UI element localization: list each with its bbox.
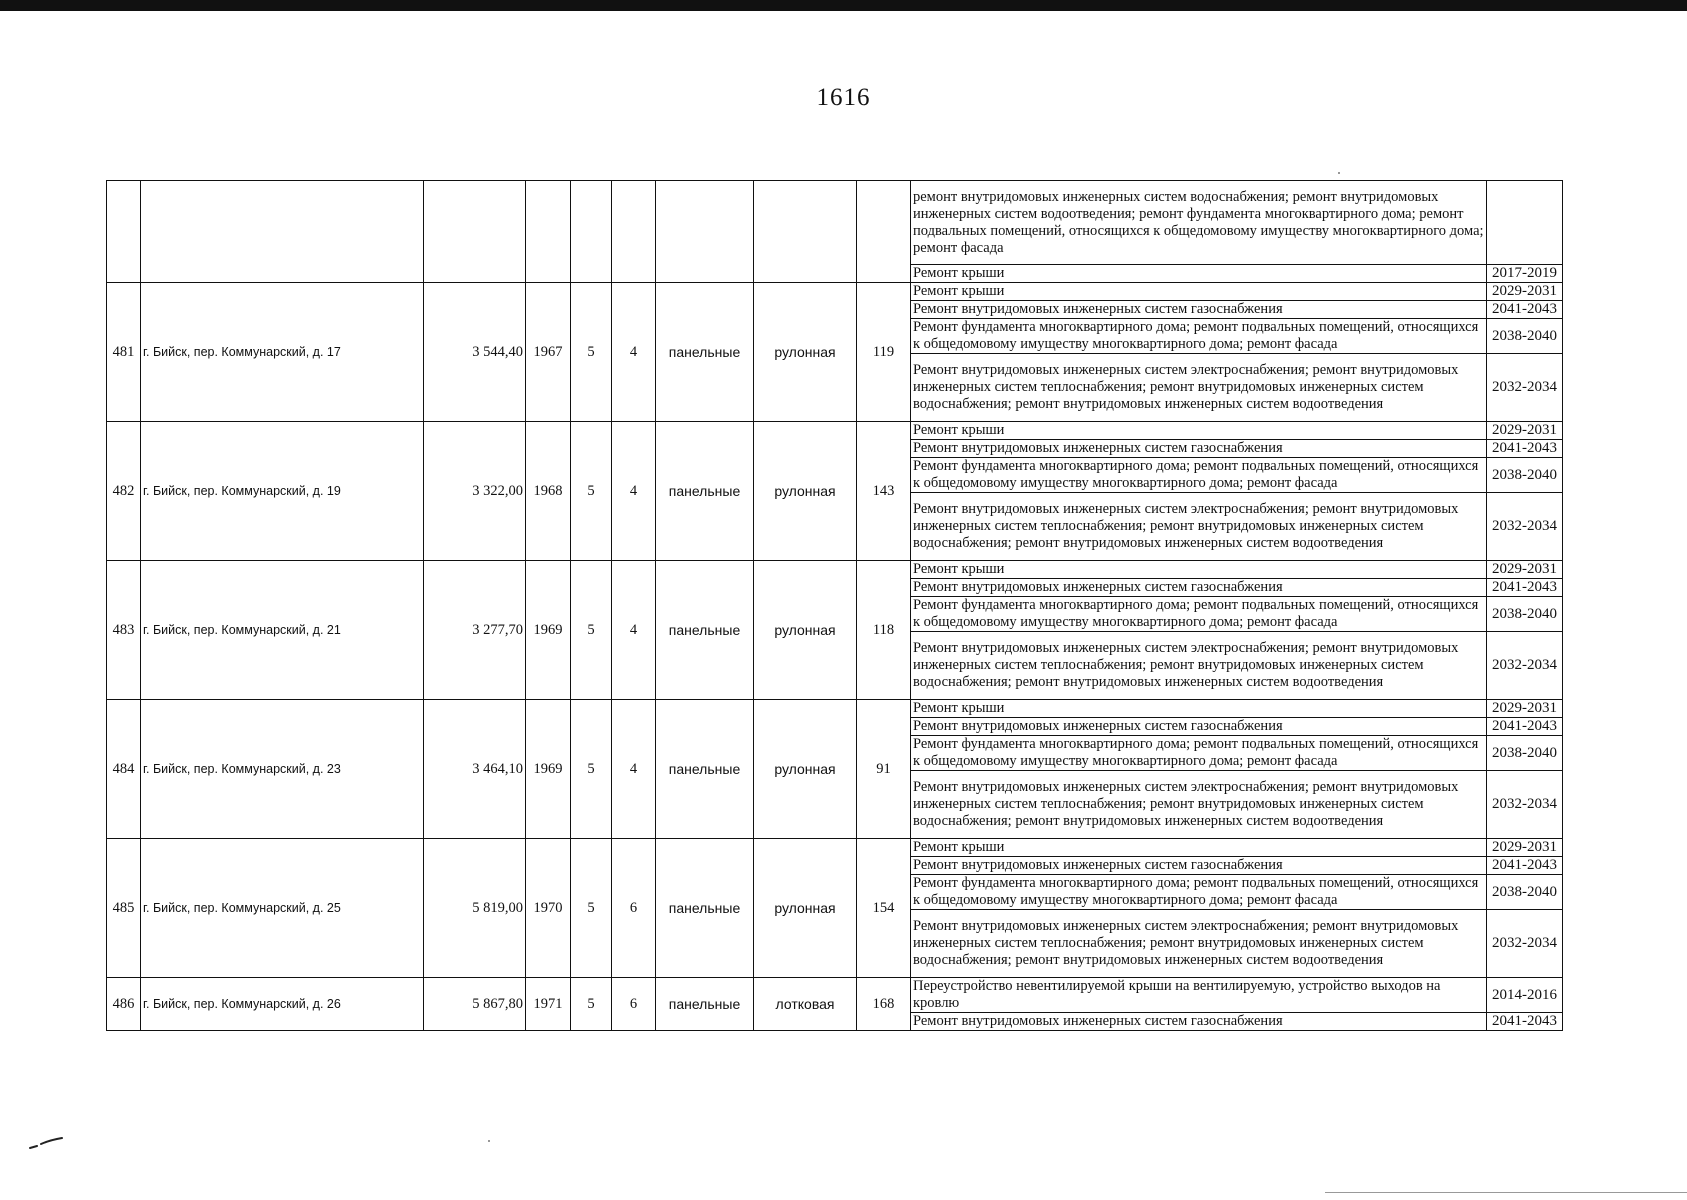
build-year: 1971 <box>526 978 571 1031</box>
work-period: 2041-2043 <box>1487 440 1563 458</box>
work-description: Ремонт внутридомовых инженерных систем электроснабжения; ремонт внутридомовых инженерных систем теплоснабжения; ремонт внутридомовых инженерных систем водоснабжения; ремонт внутридомовых инженерных систем водоотведения <box>911 354 1487 422</box>
blank-cell <box>571 181 612 283</box>
entrance-count: 6 <box>612 839 656 978</box>
blank-cell <box>857 181 911 283</box>
work-period: 2041-2043 <box>1487 579 1563 597</box>
table-row <box>107 283 1563 301</box>
row-number: 484 <box>107 700 141 839</box>
house-address: г. Бийск, пер. Коммунарский, д. 26 <box>141 978 424 1031</box>
roof-type: рулонная <box>754 422 857 561</box>
table-row <box>107 700 1563 718</box>
apartment-count: 119 <box>857 283 911 422</box>
work-period: 2029-2031 <box>1487 283 1563 301</box>
house-area: 3 322,00 <box>424 422 526 561</box>
blank-cell <box>424 181 526 283</box>
roof-type: рулонная <box>754 700 857 839</box>
house-address: г. Бийск, пер. Коммунарский, д. 19 <box>141 422 424 561</box>
roof-type: рулонная <box>754 561 857 700</box>
build-year: 1969 <box>526 561 571 700</box>
entrance-count: 6 <box>612 978 656 1031</box>
pen-mark <box>28 1136 68 1152</box>
work-description: ремонт внутридомовых инженерных систем водоснабжения; ремонт внутридомовых инженерных систем водоотведения; ремонт фундамента многоквартирного дома; ремонт подвальных помещений, относящихся к общедомовому имуществу многоквартирного дома; ремонт фасада <box>911 181 1487 265</box>
work-description: Ремонт крыши <box>911 561 1487 579</box>
house-address: г. Бийск, пер. Коммунарский, д. 25 <box>141 839 424 978</box>
row-number: 481 <box>107 283 141 422</box>
row-number: 485 <box>107 839 141 978</box>
work-description: Ремонт фундамента многоквартирного дома; ремонт подвальных помещений, относящихся к общедомовому имуществу многоквартирного дома; ремонт фасада <box>911 319 1487 354</box>
work-description: Ремонт внутридомовых инженерных систем газоснабжения <box>911 1013 1487 1031</box>
blank-cell <box>612 181 656 283</box>
repair-program-table <box>106 180 1563 1031</box>
entrance-count: 4 <box>612 422 656 561</box>
apartment-count: 118 <box>857 561 911 700</box>
work-period: 2032-2034 <box>1487 910 1563 978</box>
house-address: г. Бийск, пер. Коммунарский, д. 23 <box>141 700 424 839</box>
floor-count: 5 <box>571 700 612 839</box>
table-row <box>107 978 1563 1013</box>
apartment-count: 91 <box>857 700 911 839</box>
blank-cell <box>107 181 141 283</box>
roof-type: рулонная <box>754 283 857 422</box>
blank-cell <box>656 181 754 283</box>
apartment-count: 143 <box>857 422 911 561</box>
work-description: Ремонт внутридомовых инженерных систем электроснабжения; ремонт внутридомовых инженерных систем теплоснабжения; ремонт внутридомовых инженерных систем водоснабжения; ремонт внутридомовых инженерных систем водоотведения <box>911 771 1487 839</box>
work-period: 2032-2034 <box>1487 771 1563 839</box>
row-number: 482 <box>107 422 141 561</box>
house-area: 5 819,00 <box>424 839 526 978</box>
house-area: 3 464,10 <box>424 700 526 839</box>
work-description: Ремонт крыши <box>911 422 1487 440</box>
work-description: Ремонт фундамента многоквартирного дома; ремонт подвальных помещений, относящихся к общедомовому имуществу многоквартирного дома; ремонт фасада <box>911 736 1487 771</box>
work-period: 2029-2031 <box>1487 561 1563 579</box>
work-description: Ремонт внутридомовых инженерных систем газоснабжения <box>911 579 1487 597</box>
work-description: Ремонт крыши <box>911 265 1487 283</box>
entrance-count: 4 <box>612 561 656 700</box>
house-area: 3 277,70 <box>424 561 526 700</box>
entrance-count: 4 <box>612 283 656 422</box>
work-period: 2032-2034 <box>1487 493 1563 561</box>
continuation-row <box>107 181 1563 265</box>
wall-material: панельные <box>656 978 754 1031</box>
work-description: Ремонт внутридомовых инженерных систем газоснабжения <box>911 440 1487 458</box>
work-period: 2029-2031 <box>1487 422 1563 440</box>
work-period: 2041-2043 <box>1487 1013 1563 1031</box>
wall-material: панельные <box>656 700 754 839</box>
row-number: 486 <box>107 978 141 1031</box>
build-year: 1967 <box>526 283 571 422</box>
build-year: 1970 <box>526 839 571 978</box>
floor-count: 5 <box>571 283 612 422</box>
scan-speck <box>1338 172 1340 174</box>
work-period: 2038-2040 <box>1487 319 1563 354</box>
scan-edge-line <box>1325 1192 1687 1193</box>
work-period: 2014-2016 <box>1487 978 1563 1013</box>
work-period: 2029-2031 <box>1487 700 1563 718</box>
floor-count: 5 <box>571 839 612 978</box>
work-period: 2041-2043 <box>1487 857 1563 875</box>
blank-cell <box>754 181 857 283</box>
floor-count: 5 <box>571 978 612 1031</box>
roof-type: лотковая <box>754 978 857 1031</box>
work-period <box>1487 181 1563 265</box>
work-description: Ремонт внутридомовых инженерных систем газоснабжения <box>911 718 1487 736</box>
row-number: 483 <box>107 561 141 700</box>
table-row <box>107 839 1563 857</box>
build-year: 1968 <box>526 422 571 561</box>
work-period: 2038-2040 <box>1487 458 1563 493</box>
work-period: 2038-2040 <box>1487 597 1563 632</box>
work-description: Ремонт фундамента многоквартирного дома; ремонт подвальных помещений, относящихся к общедомовому имуществу многоквартирного дома; ремонт фасада <box>911 458 1487 493</box>
blank-cell <box>526 181 571 283</box>
house-address: г. Бийск, пер. Коммунарский, д. 21 <box>141 561 424 700</box>
wall-material: панельные <box>656 422 754 561</box>
build-year: 1969 <box>526 700 571 839</box>
table-row <box>107 561 1563 579</box>
work-description: Ремонт внутридомовых инженерных систем электроснабжения; ремонт внутридомовых инженерных систем теплоснабжения; ремонт внутридомовых инженерных систем водоснабжения; ремонт внутридомовых инженерных систем водоотведения <box>911 910 1487 978</box>
table-row <box>107 422 1563 440</box>
work-description: Ремонт внутридомовых инженерных систем газоснабжения <box>911 857 1487 875</box>
entrance-count: 4 <box>612 700 656 839</box>
work-description: Переустройство невентилируемой крыши на вентилируемую, устройство выходов на кровлю <box>911 978 1487 1013</box>
page-number: 1616 <box>816 84 871 111</box>
house-address: г. Бийск, пер. Коммунарский, д. 17 <box>141 283 424 422</box>
work-description: Ремонт крыши <box>911 700 1487 718</box>
work-period: 2017-2019 <box>1487 265 1563 283</box>
work-description: Ремонт внутридомовых инженерных систем электроснабжения; ремонт внутридомовых инженерных систем теплоснабжения; ремонт внутридомовых инженерных систем водоснабжения; ремонт внутридомовых инженерных систем водоотведения <box>911 632 1487 700</box>
work-description: Ремонт крыши <box>911 283 1487 301</box>
work-description: Ремонт фундамента многоквартирного дома; ремонт подвальных помещений, относящихся к общедомовому имуществу многоквартирного дома; ремонт фасада <box>911 875 1487 910</box>
house-area: 3 544,40 <box>424 283 526 422</box>
wall-material: панельные <box>656 561 754 700</box>
work-period: 2041-2043 <box>1487 718 1563 736</box>
roof-type: рулонная <box>754 839 857 978</box>
work-period: 2032-2034 <box>1487 632 1563 700</box>
top-border <box>0 0 1687 11</box>
wall-material: панельные <box>656 283 754 422</box>
work-period: 2038-2040 <box>1487 875 1563 910</box>
floor-count: 5 <box>571 561 612 700</box>
house-area: 5 867,80 <box>424 978 526 1031</box>
work-period: 2029-2031 <box>1487 839 1563 857</box>
work-description: Ремонт фундамента многоквартирного дома; ремонт подвальных помещений, относящихся к общедомовому имуществу многоквартирного дома; ремонт фасада <box>911 597 1487 632</box>
blank-cell <box>141 181 424 283</box>
apartment-count: 154 <box>857 839 911 978</box>
work-period: 2038-2040 <box>1487 736 1563 771</box>
floor-count: 5 <box>571 422 612 561</box>
work-description: Ремонт крыши <box>911 839 1487 857</box>
work-period: 2041-2043 <box>1487 301 1563 319</box>
table-body <box>107 181 1563 1031</box>
wall-material: панельные <box>656 839 754 978</box>
work-description: Ремонт внутридомовых инженерных систем электроснабжения; ремонт внутридомовых инженерных систем теплоснабжения; ремонт внутридомовых инженерных систем водоснабжения; ремонт внутридомовых инженерных систем водоотведения <box>911 493 1487 561</box>
scan-speck <box>488 1140 490 1142</box>
work-period: 2032-2034 <box>1487 354 1563 422</box>
apartment-count: 168 <box>857 978 911 1031</box>
work-description: Ремонт внутридомовых инженерных систем газоснабжения <box>911 301 1487 319</box>
